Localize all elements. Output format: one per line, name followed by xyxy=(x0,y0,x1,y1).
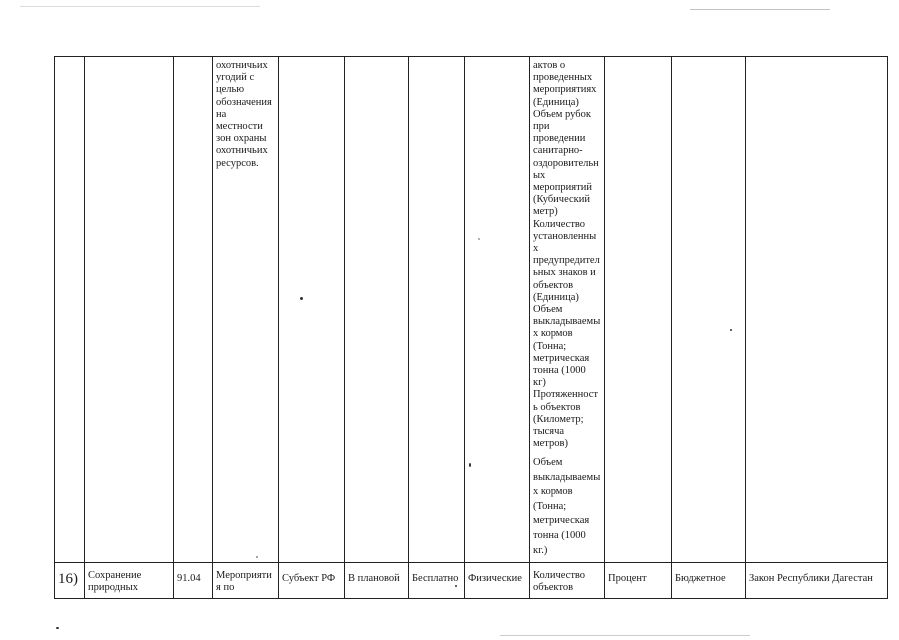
form-text: В плановой xyxy=(348,573,400,584)
row-separator xyxy=(54,562,888,563)
col-border xyxy=(671,56,672,599)
payment-text: Бесплатно xyxy=(412,573,459,584)
table-bottom-border xyxy=(54,598,888,599)
col-border xyxy=(464,56,465,599)
scan-speck xyxy=(730,329,732,331)
col-border xyxy=(408,56,409,599)
indicator-text: Количество объектов xyxy=(533,570,586,594)
col-border xyxy=(212,56,213,599)
scan-artifact-top-right xyxy=(690,9,830,10)
law-text: Закон Республики Дагестан xyxy=(749,573,873,584)
scan-speck xyxy=(256,556,258,558)
unit-text: Процент xyxy=(608,573,647,584)
col-border xyxy=(887,56,888,599)
service-code: 91.04 xyxy=(177,573,201,584)
col-border xyxy=(745,56,746,599)
row-number: 16) xyxy=(58,571,78,587)
table-top-border xyxy=(54,56,888,57)
recipients-text: Физические xyxy=(468,573,522,584)
scan-speck xyxy=(56,627,59,629)
level-text: Субъект РФ xyxy=(282,573,336,584)
continued-activity-text: охотничьих угодий с целью обозначения на местности зон охраны охотничьих ресурсов. xyxy=(216,60,272,169)
scan-artifact-top xyxy=(20,6,260,7)
col-border xyxy=(54,56,55,599)
scan-speck xyxy=(469,463,471,467)
scan-speck xyxy=(478,238,480,240)
activity-text: Мероприяти я по xyxy=(216,570,272,594)
col-border xyxy=(84,56,85,599)
service-name: Сохранение природных xyxy=(88,570,142,594)
col-border xyxy=(278,56,279,599)
continued-indicators-text: актов о проведенных мероприятиях (Единица) Объем рубок при проведении санитарно- оздоровительн ых мероприятий (Кубический метр) Количество установленны х предупредител ьных знаков и объектов (Единица) Объем выкладываемы х кормов (Тонна; метрическая тонна (1000 кг) Протяженност ь объектов (Километр; тысяча метров) xyxy=(533,60,601,450)
col-border xyxy=(529,56,530,599)
scan-speck xyxy=(455,585,457,587)
funding-text: Бюджетное xyxy=(675,573,726,584)
col-border xyxy=(173,56,174,599)
continued-indicators-tail-text: Объем выкладываемы х кормов (Тонна; метрическая тонна (1000 кг.) xyxy=(533,457,601,556)
scan-artifact-bottom xyxy=(500,635,750,636)
col-border xyxy=(344,56,345,599)
scan-speck xyxy=(300,297,303,300)
